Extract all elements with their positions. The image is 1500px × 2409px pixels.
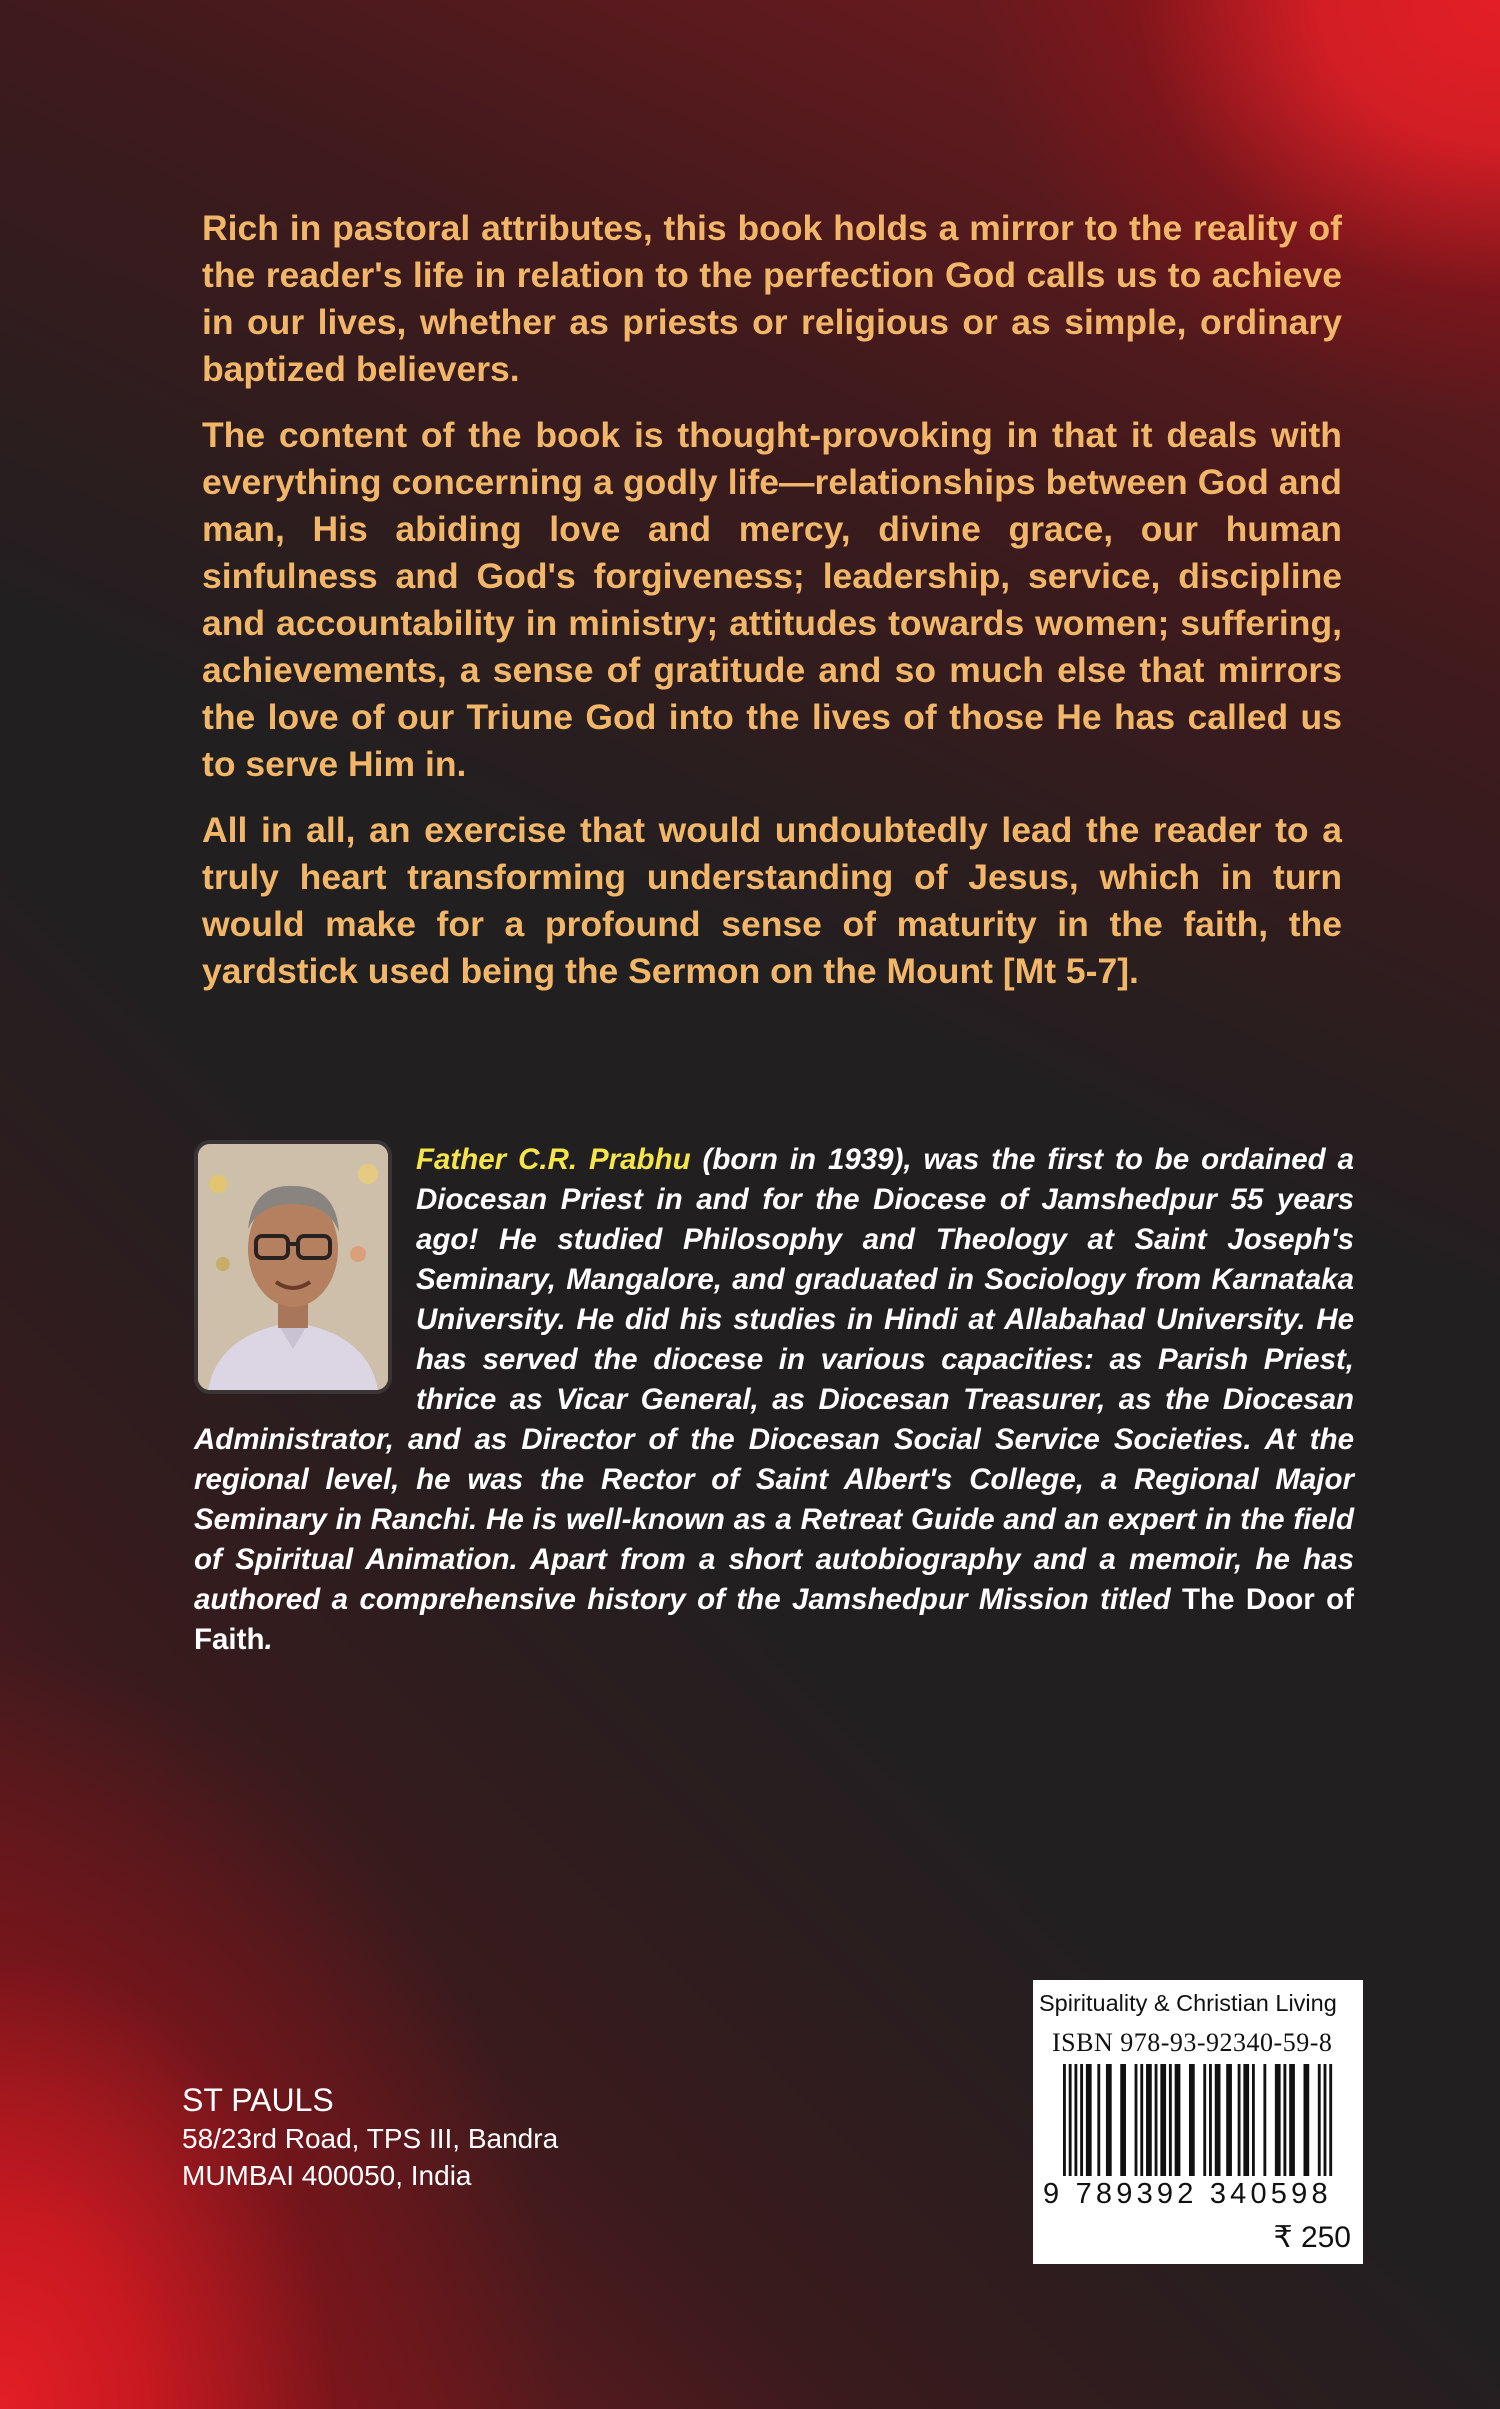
author-bio-end: . (264, 1623, 273, 1656)
publisher-address-line-2: MUMBAI 400050, India (182, 2160, 472, 2191)
isbn-label: ISBN 978-93-92340-59-8 (1052, 2028, 1333, 2057)
blurb-paragraph-1: Rich in pastoral attributes, this book holds a mirror to the reality of the reader's life in relation to the perfection God calls us to achieve in our lives, whether as priests or religious or as simple, ordinary baptized believers. (202, 208, 1342, 389)
author-name: Father C.R. Prabhu (416, 1143, 691, 1176)
blurb (202, 205, 1342, 1014)
price: ₹ 250 (1273, 2221, 1351, 2254)
publisher-info (182, 2080, 558, 2194)
publisher-name: ST PAULS (182, 2082, 334, 2118)
author-bio (194, 1140, 1354, 1660)
blurb-paragraph-2: The content of the book is thought-provoking in that it deals with everything concerning a godly life—relationships between God and man, His abiding love and mercy, divine grace, our human sinfulness and God's forgiveness; leadership, service, discipline and accountability in ministry; attitudes towards women; suffering, achievements, a sense of gratitude and so much else that mirrors the love of our Triune God into the lives of those He has called us to serve Him in. (202, 415, 1342, 784)
barcode-box (1033, 1980, 1363, 2264)
author-photo (194, 1140, 392, 1394)
blurb-paragraph-3: All in all, an exercise that would undoubtedly lead the reader to a truly heart transforming understanding of Jesus, which in turn would make for a profound sense of maturity in the faith, the yardstick used being the Sermon on the Mount [Mt 5-7]. (202, 810, 1342, 991)
publisher-address-line-1: 58/23rd Road, TPS III, Bandra (182, 2123, 559, 2154)
author-bio-text: (born in 1939), was the first to be ordained a Diocesan Priest in and for the Diocese of Jamshedpur 55 years ago! He studied Philosophy and Theology at Saint Joseph's Seminary, Mangalore, and graduated in Sociology from Karnataka University. He did his studies in Hindi at Allabahad University. He has served the diocese in various capacities: as Parish Priest, thrice as Vicar General, as Diocesan Treasurer, as the Diocesan Administrator, and as Director of the Diocesan Social Service Societies. At the regional level, he was the Rector of Saint Albert's College, a Regional Major Seminary in Ranchi. He is well-known as a Retreat Guide and an expert in the field of Spiritual Animation. Apart from a short autobiography and a memoir, he has authored a comprehensive history of the Jamshedpur Mission titled (194, 1143, 1355, 1616)
book-category: Spirituality & Christian Living (1039, 1990, 1337, 2016)
barcode-digits: 9 789392 340598 (1043, 2178, 1332, 2210)
barcode-icon (1063, 2064, 1335, 2176)
book-title: The Door of Faith (194, 1583, 1354, 1656)
author-portrait-icon (198, 1144, 388, 1390)
